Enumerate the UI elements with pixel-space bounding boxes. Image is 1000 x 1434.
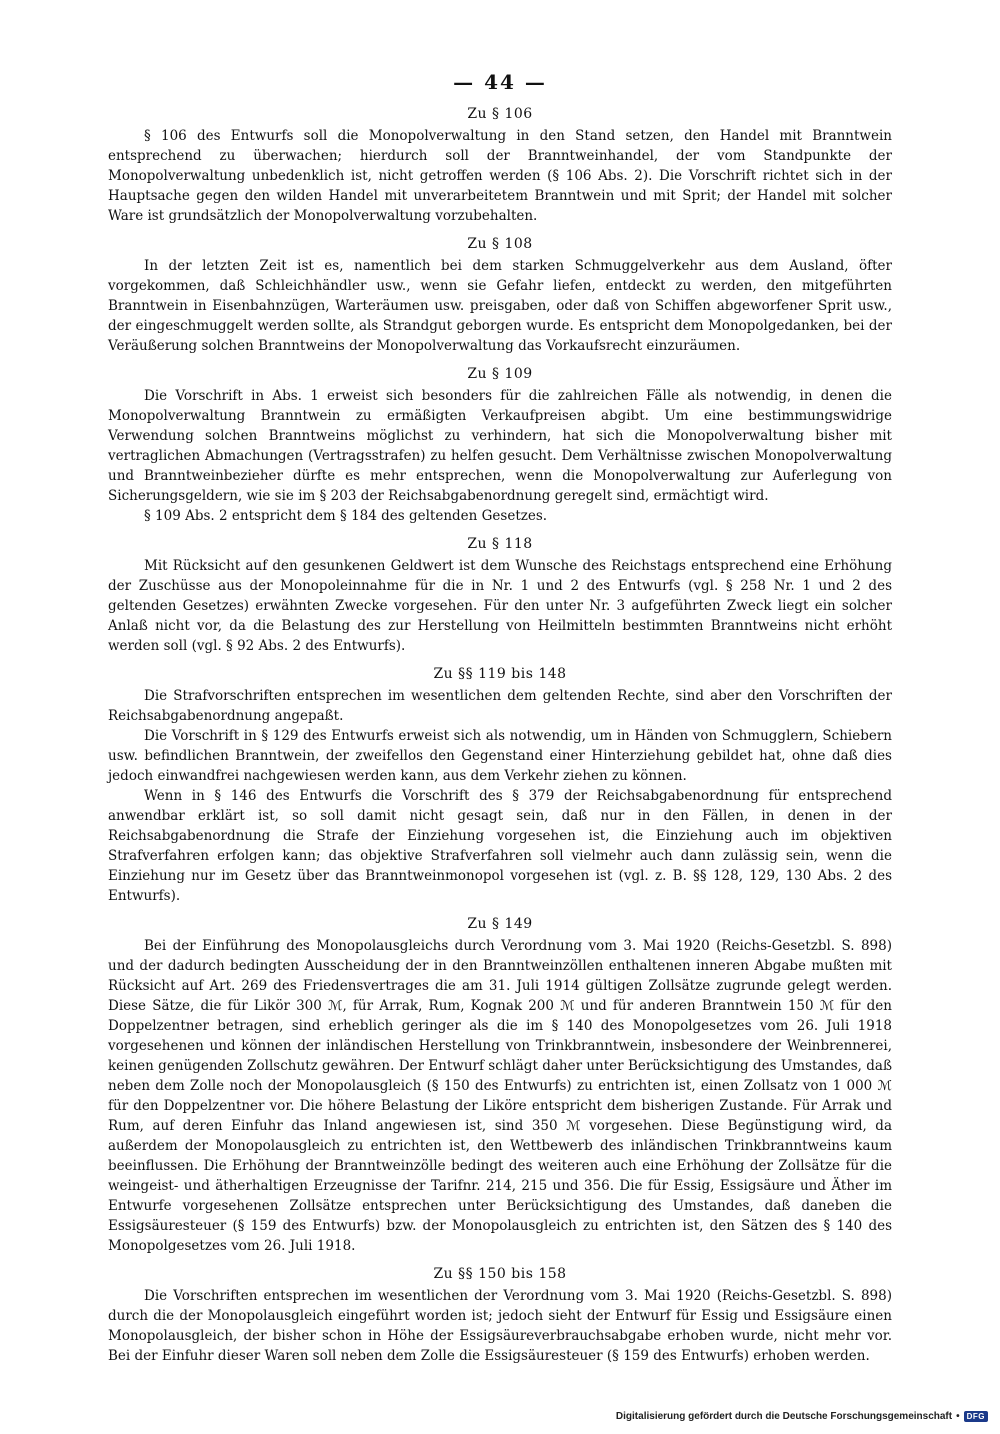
section-paragraph: Die Vorschrift in § 129 des Entwurfs erweist sich als notwendig, um in Händen von Schmugglern, Schiebern usw. befindlichen Branntwein, der zweifellos den Gegenstand einer Hinterziehung gebildet hat, ohne daß dies jedoch einwandfrei nachgewiesen werden kann, aus dem Verkehr ziehen zu können. xyxy=(108,728,892,784)
section-paragraph: § 109 Abs. 2 entspricht dem § 184 des geltenden Gesetzes. xyxy=(144,508,548,524)
digitization-footer xyxy=(616,1411,988,1422)
section-paragraph: Wenn in § 146 des Entwurfs die Vorschrift des § 379 der Reichsabgabenordnung für entsprechend anwendbar erklärt ist, so soll damit nicht gesagt sein, daß nur in den Fällen, in denen in der Reichsabgabenordnung die Strafe der Einziehung vorgesehen ist, die Einziehung auch im objektiven Strafverfahren erfolgen kann; das objektive Strafverfahren soll vielmehr auch dann zulässig sein, wenn die Einziehung nur im Gesetz über das Branntweinmonopol vorgesehen ist (vgl. z. B. §§ 128, 129, 130 Abs. 2 des Entwurfs). xyxy=(108,788,892,904)
section-heading: Zu § 106 xyxy=(467,106,533,122)
section-heading: Zu §§ 119 bis 148 xyxy=(433,666,567,682)
footer-separator: • xyxy=(956,1411,960,1422)
section-heading: Zu § 108 xyxy=(467,236,533,252)
section-149 xyxy=(108,916,892,1256)
document-page xyxy=(108,70,892,1376)
section-heading: Zu § 118 xyxy=(467,536,533,552)
section-109 xyxy=(108,366,892,526)
section-heading: Zu § 149 xyxy=(467,916,533,932)
section-118 xyxy=(108,536,892,656)
section-paragraph: Die Strafvorschriften entsprechen im wesentlichen dem geltenden Rechte, sind aber den Vorschriften der Reichsabgabenordnung angepaßt. xyxy=(108,688,892,724)
section-paragraph: In der letzten Zeit ist es, namentlich bei dem starken Schmuggelverkehr aus dem Ausland, öfter vorgekommen, daß Schleichhändler usw., wenn sie Gefahr liefen, entdeckt zu werden, den mitgeführten Branntwein in Eisenbahnzügen, Warteräumen usw. preisgaben, oder daß von Schiffen abgeworfener Sprit usw., der eingeschmuggelt werden sollte, als Strandgut geborgen wurde. Es entspricht dem Monopolgedanken, bei der Veräußerung solchen Branntweins der Monopolverwaltung das Vorkaufsrecht einzuräumen. xyxy=(108,258,892,354)
section-108 xyxy=(108,236,892,356)
section-paragraph: Mit Rücksicht auf den gesunkenen Geldwert ist dem Wunsche des Reichstags entsprechend eine Erhöhung der Zuschüsse aus der Monopoleinnahme für die in Nr. 1 und 2 des Entwurfs (vgl. § 258 Nr. 1 und 2 des geltenden Gesetzes) erwähnten Zwecke vorgesehen. Für den unter Nr. 3 aufgeführten Zweck liegt ein solcher Anlaß nicht vor, da die Belastung des zur Herstellung von Heilmitteln bestimmten Branntweins nicht erhöht werden soll (vgl. § 92 Abs. 2 des Entwurfs). xyxy=(108,558,892,654)
section-119-148 xyxy=(108,666,892,906)
section-paragraph: Die Vorschrift in Abs. 1 erweist sich besonders für die zahlreichen Fälle als notwendig, in denen die Monopolverwaltung Branntwein zu ermäßigten Verkaufpreisen abgibt. Um eine bestimmungswidrige Verwendung solchen Branntweins möglichst zu verhindern, hat sich die Monopolverwaltung bisher mit vertraglichen Abmachungen (Vertragsstrafen) zu helfen gesucht. Dem Verhältnisse zwischen Monopolverwaltung und Branntweinbezieher dürfte es mehr entsprechen, wenn die Monopolverwaltung zur Auferlegung von Sicherungsgeldern, wie sie im § 203 der Reichsabgabenordnung geregelt sind, ermächtigt wird. xyxy=(108,388,892,504)
section-heading: Zu §§ 150 bis 158 xyxy=(433,1266,567,1282)
section-150-158 xyxy=(108,1266,892,1366)
page-number: — 44 — xyxy=(453,70,547,94)
section-paragraph: Bei der Einführung des Monopolausgleichs durch Verordnung vom 3. Mai 1920 (Reichs-Gesetzbl. S. 898) und der dadurch bedingten Ausscheidung der in den Branntweinzöllen enthaltenen inneren Abgabe mußten mit Rücksicht auf Art. 269 des Friedensvertrages die am 31. Juli 1914 gültigen Zollsätze zugrunde gelegt werden. Diese Sätze, die für Likör 300 ℳ, für Arrak, Rum, Kognak 200 ℳ und für anderen Branntwein 150 ℳ für den Doppelzentner betragen, sind erheblich geringer als die im § 140 des Monopolgesetzes vom 26. Juli 1918 vorgesehenen und können der inländischen Herstellung von Trinkbranntwein, insbesondere der Weinbrennerei, keinen genügenden Zollschutz gewähren. Der Entwurf schlägt daher unter Berücksichtigung des Umstandes, daß neben dem Zolle noch der Monopolausgleich (§ 150 des Entwurfs) zu entrichten ist, einen Zollsatz von 1 000 ℳ für den Doppelzentner vor. Die höhere Belastung der Liköre entspricht dem bisherigen Zustande. Für Arrak und Rum, auf deren Einfuhr das Inland angewiesen ist, sind 350 ℳ vorgesehen. Diese Begünstigung wird, da außerdem der Monopolausgleich zu entrichten ist, den Wettbewerb des inländischen Trinkbranntweins kaum beeinflussen. Die Erhöhung der Branntweinzölle bedingt des weiteren auch eine Erhöhung der Zollsätze für die weingeist- und ätherhaltigen Erzeugnisse der Tarifnr. 214, 215 und 356. Die für Essig, Essigsäure und Äther im Entwurfe vorgesehenen Zollsätze entsprechen unter Berücksichtigung des Umstandes, daß daneben die Essigsäuresteuer (§ 159 des Entwurfs) bzw. der Monopolausgleich zu entrichten ist, den Sätzen des § 140 des Monopolgesetzes vom 26. Juli 1918. xyxy=(108,938,892,1254)
section-paragraph: § 106 des Entwurfs soll die Monopolverwaltung in den Stand setzen, den Handel mit Branntwein entsprechend zu überwachen; hierdurch soll der Branntweinhandel, der vom Standpunkte der Monopolverwaltung unbedenklich ist, nicht getroffen werden (§ 106 Abs. 2). Die Vorschrift richtet sich in der Hauptsache gegen den wilden Handel mit unverarbeitetem Branntwein und mit Sprit; der Handel mit solcher Ware ist grundsätzlich der Monopolverwaltung vorzubehalten. xyxy=(108,128,892,224)
section-106 xyxy=(108,106,892,226)
section-heading: Zu § 109 xyxy=(467,366,533,382)
section-paragraph: Die Vorschriften entsprechen im wesentlichen der Verordnung vom 3. Mai 1920 (Reichs-Gesetzbl. S. 898) durch die der Monopolausgleich eingeführt worden ist; jedoch sieht der Entwurf für Essig und Essigsäure einen Monopolausgleich, der bisher schon in Höhe der Essigsäureverbrauchsabgabe erhoben wurde, nicht mehr vor. Bei der Einfuhr dieser Waren soll neben dem Zolle die Essigsäuresteuer (§ 159 des Entwurfs) erhoben werden. xyxy=(108,1288,892,1364)
dfg-logo-icon: DFG xyxy=(964,1411,988,1422)
footer-text: Digitalisierung gefördert durch die Deutsche Forschungsgemeinschaft xyxy=(615,1411,953,1422)
